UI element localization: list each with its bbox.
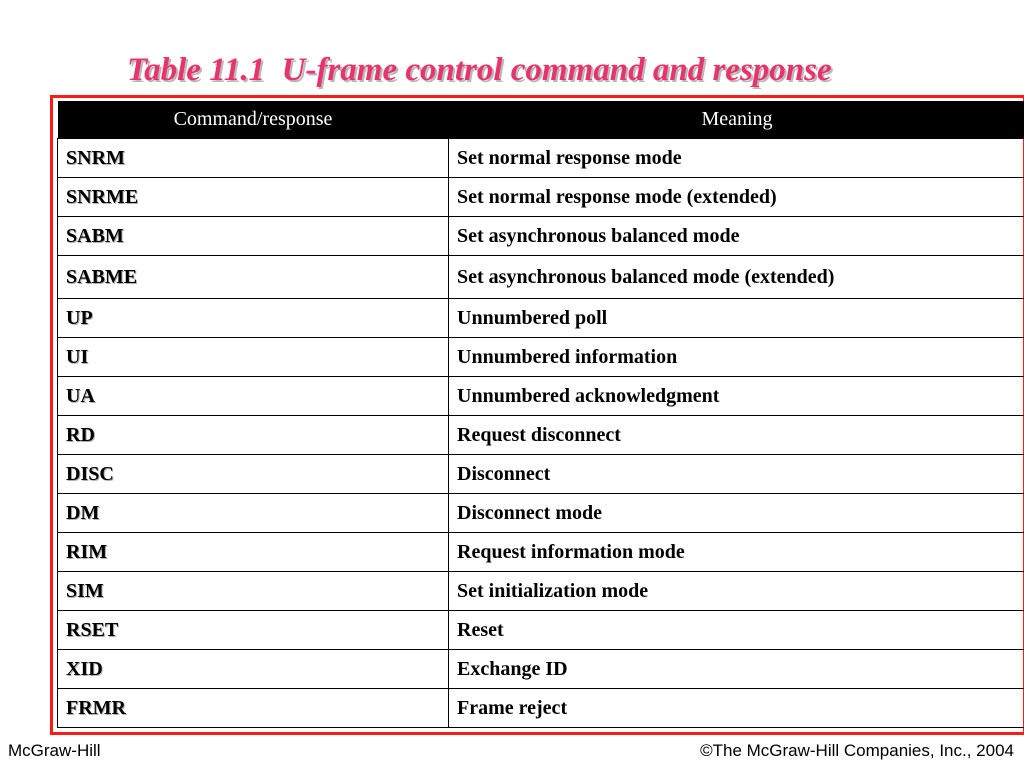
meaning-cell: Unnumbered poll bbox=[449, 299, 1024, 338]
footer-copyright: ©The McGraw-Hill Companies, Inc., 2004 bbox=[700, 741, 1014, 760]
table-row bbox=[58, 611, 1024, 650]
table-row bbox=[58, 650, 1024, 689]
table-row bbox=[58, 416, 1024, 455]
meaning-cell: Unnumbered information bbox=[449, 338, 1024, 377]
command-cell: FRMR bbox=[58, 689, 449, 728]
table-frame bbox=[50, 95, 1024, 735]
meaning-cell: Request disconnect bbox=[449, 416, 1024, 455]
meaning-cell: Set normal response mode (extended) bbox=[449, 178, 1024, 217]
table-row bbox=[58, 178, 1024, 217]
command-cell: DM bbox=[58, 494, 449, 533]
command-cell: UI bbox=[58, 338, 449, 377]
meaning-cell: Set normal response mode bbox=[449, 139, 1024, 178]
meaning-cell: Reset bbox=[449, 611, 1024, 650]
table-row bbox=[58, 139, 1024, 178]
table-row bbox=[58, 455, 1024, 494]
meaning-cell: Frame reject bbox=[449, 689, 1024, 728]
command-cell: RD bbox=[58, 416, 449, 455]
u-frame-table bbox=[57, 101, 1024, 728]
meaning-cell: Request information mode bbox=[449, 533, 1024, 572]
command-cell: UA bbox=[58, 377, 449, 416]
meaning-cell: Exchange ID bbox=[449, 650, 1024, 689]
table-row bbox=[58, 217, 1024, 256]
table-row bbox=[58, 256, 1024, 299]
command-cell: DISC bbox=[58, 455, 449, 494]
meaning-cell: Disconnect bbox=[449, 455, 1024, 494]
table-row bbox=[58, 377, 1024, 416]
column-header-meaning: Meaning bbox=[449, 101, 1024, 139]
footer-publisher: McGraw-Hill bbox=[8, 741, 101, 760]
table-header-row bbox=[58, 101, 1024, 139]
meaning-cell: Disconnect mode bbox=[449, 494, 1024, 533]
command-cell: SIM bbox=[58, 572, 449, 611]
command-cell: RSET bbox=[58, 611, 449, 650]
table-row bbox=[58, 338, 1024, 377]
meaning-cell: Set initialization mode bbox=[449, 572, 1024, 611]
table-row bbox=[58, 572, 1024, 611]
meaning-cell: Unnumbered acknowledgment bbox=[449, 377, 1024, 416]
meaning-cell: Set asynchronous balanced mode bbox=[449, 217, 1024, 256]
command-cell: SABME bbox=[58, 256, 449, 299]
command-cell: SNRM bbox=[58, 139, 449, 178]
command-cell: SABM bbox=[58, 217, 449, 256]
table-row bbox=[58, 494, 1024, 533]
command-cell: SNRME bbox=[58, 178, 449, 217]
table-row bbox=[58, 299, 1024, 338]
command-cell: XID bbox=[58, 650, 449, 689]
command-cell: RIM bbox=[58, 533, 449, 572]
column-header-command: Command/response bbox=[58, 101, 449, 139]
page-title: Table 11.1 U-frame control command and response bbox=[127, 52, 832, 88]
meaning-cell: Set asynchronous balanced mode (extended) bbox=[449, 256, 1024, 299]
table-row bbox=[58, 533, 1024, 572]
command-cell: UP bbox=[58, 299, 449, 338]
table-row bbox=[58, 689, 1024, 728]
